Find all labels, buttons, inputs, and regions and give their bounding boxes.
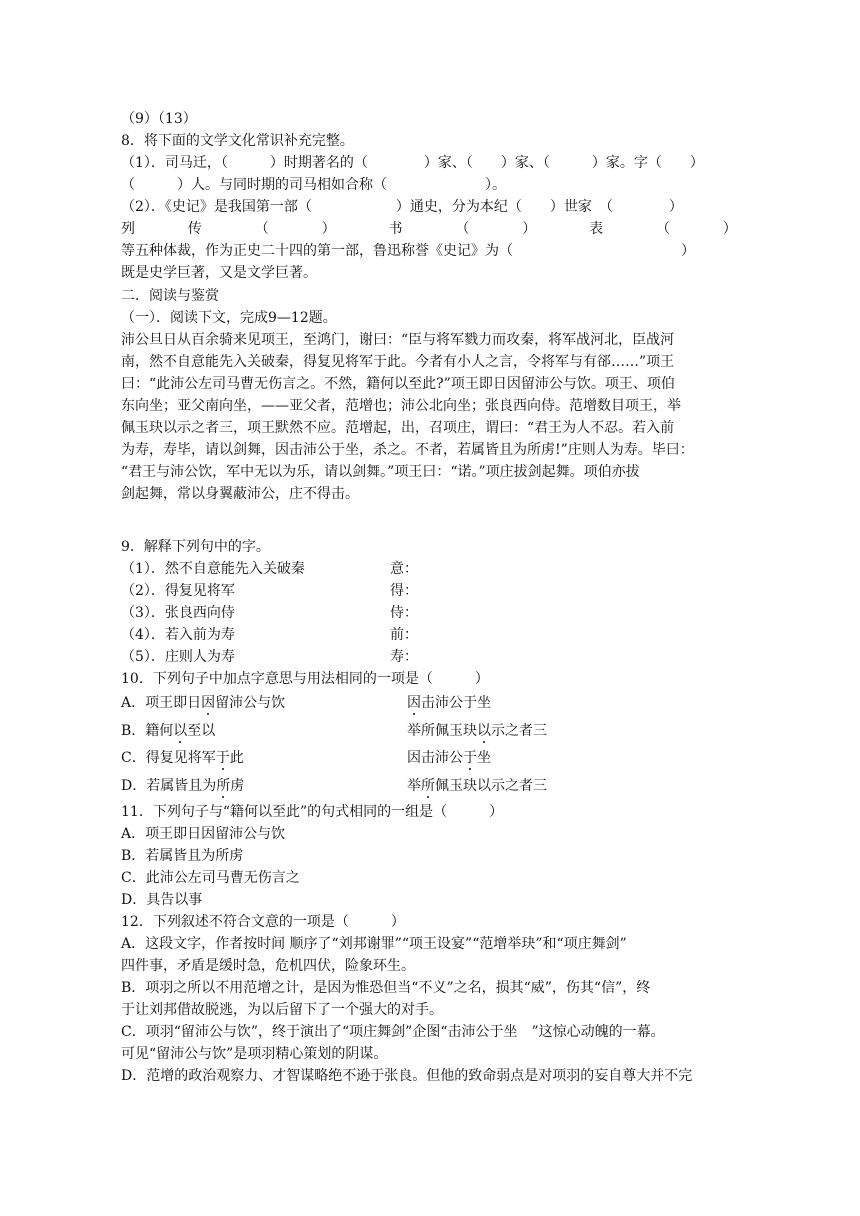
option-compare-text: 举所佩玉玦以示之者三: [407, 778, 547, 794]
item-sentence: （4）．若入前为寿: [121, 627, 235, 643]
text-segment: （: [455, 221, 470, 237]
question-9-item: [121, 580, 741, 602]
passage-line: 为寿，寿毕，请以剑舞，因击沛公于坐，杀之。不者，若属皆且为所虏!”庄则人为寿。毕曰：: [121, 442, 694, 458]
dotted-char: 以: [477, 723, 491, 739]
question-8-item-2-line-1: （2）．《史记》是我国第一部（ ）通史，分为本纪（ ）世家 （ ）: [121, 199, 683, 215]
item-answer-label: 意：: [390, 561, 418, 577]
question-10-title: 10．下列句子中加点字意思与用法相同的一项是（ ）: [121, 671, 489, 687]
option-compare-text: 因击沛公于坐: [407, 695, 491, 711]
passage-line: 南，然不自意能先入关破秦，得复见将军于此。今者有小人之言，令将军与有郤……”项王: [121, 354, 675, 370]
option-text: A．项王即日因留沛公与饮: [121, 695, 286, 711]
question-8-item-2-line-3: 等五种体裁，作为正史二十四的第一部，鲁迅称誉《史记》为（ ）: [121, 243, 695, 259]
option-text: B．籍何以至以: [121, 723, 216, 739]
question-10-option-c: [121, 747, 741, 769]
passage-line: 剑起舞，常以身翼蔽沛公，庄不得击。: [121, 486, 359, 502]
dotted-char: 以: [173, 723, 188, 739]
dotted-char: 所: [216, 778, 231, 794]
item-answer-label: 寿：: [390, 649, 418, 665]
question-11-title: 11．下列句子与“籍何以至此”的句式相同的一组是（ ）: [121, 804, 504, 820]
question-10-option-d: [121, 775, 741, 797]
passage-line: “君王与沛公饮，军中无以为乐，请以剑舞。”项王曰：“诺。”项庄拔剑起舞。项伯亦拔: [121, 464, 640, 480]
passage-line: 沛公旦日从百余骑来见项王，至鸿门，谢曰：“臣与将军戮力而攻秦，将军战河北，臣战河: [121, 332, 675, 348]
text-segment: 传: [187, 221, 202, 237]
reading-instruction: （一）．阅读下文，完成9—12题。: [121, 310, 337, 326]
question-8-item-1-line-2: （ ）人。与同时期的司马相如合称（ ）。: [121, 177, 506, 193]
passage-line: 佩玉玦以示之者三，项王默然不应。范增起，出，召项庄，谓曰：“君王为人不忍。若入前: [121, 420, 675, 436]
dotted-char: 因: [201, 695, 216, 711]
answer-fragment: （9）（13）: [121, 111, 197, 127]
option-text: C．得复见将军于此: [121, 750, 244, 766]
question-10-option-a: [121, 692, 741, 714]
question-12-title: 12．下列叙述不符合文意的一项是（ ）: [121, 914, 405, 930]
option-compare-text: 因击沛公于坐: [407, 750, 491, 766]
question-12-option-c-line-2: 可见“留沛公与饮”是项羽精心策划的阴谋。: [121, 1046, 388, 1062]
item-sentence: （2）．得复见将军: [121, 583, 235, 599]
question-8-item-1-line-1: （1）．司马迁，（ ）时期著名的（ ）家、（ ）家、（ ）家。字（ ）: [121, 155, 704, 171]
passage-line: 东向坐；亚父南向坐，——亚父者，范增也；沛公北向坐；张良西向侍。范增数目项王，举: [121, 398, 681, 414]
question-9-item: [121, 624, 741, 646]
option-text: D．若属皆且为所虏: [121, 778, 245, 794]
item-answer-label: 侍：: [390, 605, 418, 621]
item-sentence: （5）．庄则人为寿: [121, 649, 235, 665]
dotted-char: 因: [407, 695, 421, 711]
question-8-item-2-line-4: 既是史学巨著，又是文学巨著。: [121, 265, 317, 281]
item-sentence: （3）．张良西向侍: [121, 605, 235, 621]
question-11-option-d: D．具告以事: [121, 892, 203, 908]
text-segment: ）: [722, 221, 737, 237]
question-12-option-a-line-2: 四件事，矛盾是缓时急，危机四伏，险象环生。: [121, 958, 415, 974]
dotted-char: 于: [463, 750, 477, 766]
text-segment: 表: [589, 221, 604, 237]
question-9-item: [121, 558, 741, 580]
text-segment: （: [254, 221, 269, 237]
text-segment: （: [656, 221, 670, 237]
question-11-option-b: B．若属皆且为所虏: [121, 848, 244, 864]
text-segment: 列: [121, 221, 135, 237]
item-sentence: （1）．然不自意能先入关破秦: [121, 561, 305, 577]
question-12-option-b-line-1: B．项羽之所以不用范增之计，是因为惟恐但当“不义”之名，损其“威”，伤其“信”，终: [121, 980, 651, 996]
question-11-option-a: A．项王即日因留沛公与饮: [121, 826, 286, 842]
text-segment: ）: [321, 221, 336, 237]
question-8-title: 8．将下面的文学文化常识补充完整。: [121, 133, 354, 149]
question-12-option-a-line-1: A．这段文字，作者按时间 顺序了“刘邦谢罪”“项王设宴”“范增举玦”和“项庄舞剑”: [121, 936, 627, 952]
question-9-title: 9．解释下列句中的字。: [121, 539, 270, 555]
question-12-option-b-line-2: 于让刘邦借故脱逃，为以后留下了一个强大的对手。: [121, 1002, 443, 1018]
passage-line: 曰：“此沛公左司马曹无伤言之。不然，籍何以至此?”项王即日因留沛公与饮。项王、项伯: [121, 376, 675, 392]
question-11-option-c: C．此沛公左司马曹无伤言之: [121, 870, 300, 886]
item-answer-label: 得：: [390, 583, 418, 599]
question-10-option-b: [121, 720, 741, 742]
dotted-char: 于: [215, 750, 230, 766]
text-segment: ）: [522, 221, 537, 237]
question-8-item-2-line-2: [121, 218, 737, 240]
option-compare-text: 举所佩玉玦以示之者三: [407, 723, 547, 739]
question-12-option-d-line-1: D．范增的政治观察力、才智谋略绝不逊于张良。但他的致命弱点是对项羽的妄自尊大并不完: [121, 1068, 693, 1084]
text-segment: 书: [388, 221, 403, 237]
item-answer-label: 前：: [390, 627, 418, 643]
dotted-char: 所: [421, 778, 435, 794]
question-9-item: [121, 602, 741, 624]
section-heading: 二．阅读与鉴赏: [121, 288, 219, 304]
question-12-option-c-line-1: C．项羽“留沛公与饮”，终于演出了“项庄舞剑”企图“击沛公于坐 ”这惊心动魄的一幕。: [121, 1024, 665, 1040]
question-9-item: [121, 646, 741, 668]
